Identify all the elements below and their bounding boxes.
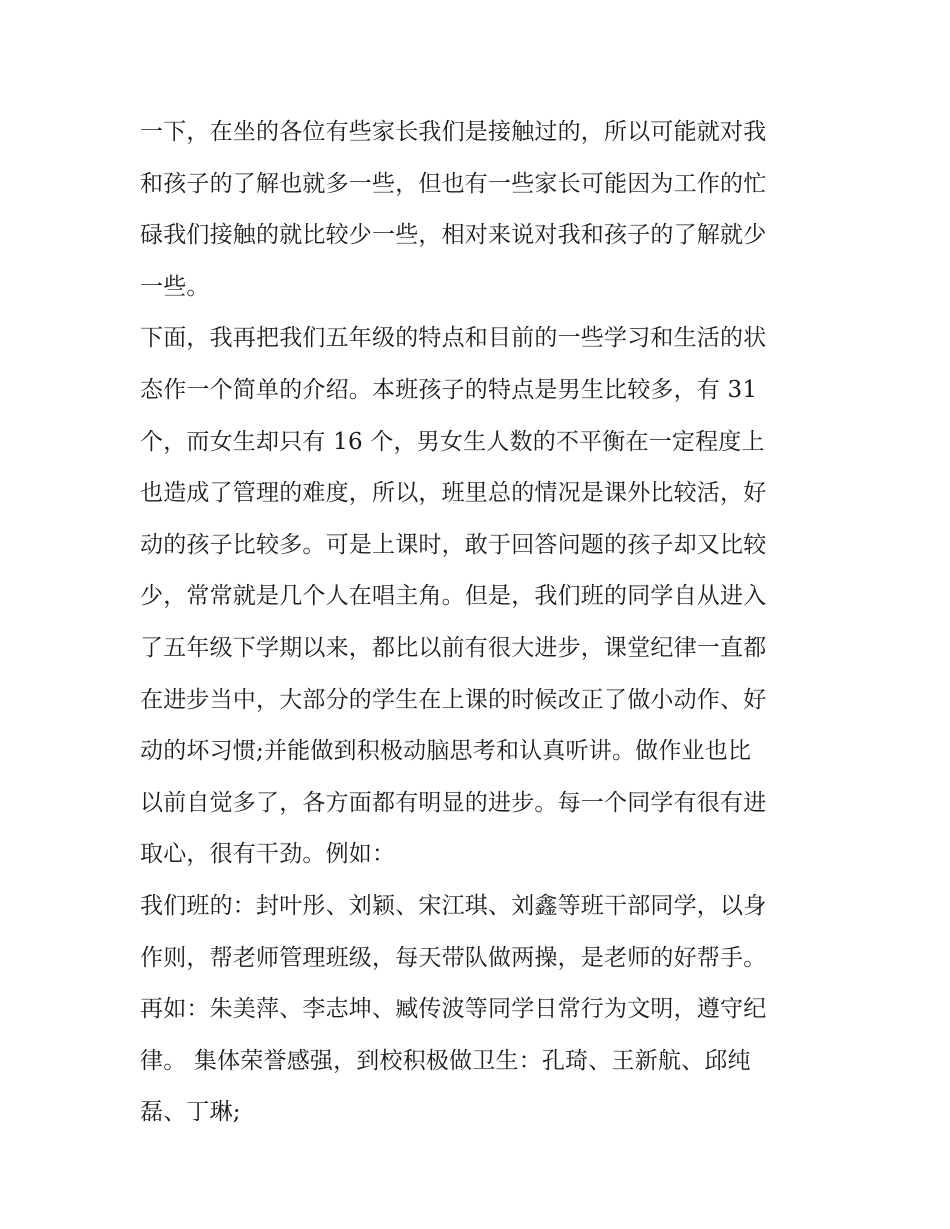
text-line: 取心，很有干劲。例如： [140, 841, 396, 868]
text-line: 以前自觉多了，各方面都有明显的进步。每一个同学有很有进 [140, 789, 767, 816]
text-line: 在进步当中，大部分的学生在上课的时候改正了做小动作、好 [140, 686, 767, 713]
text-line: 作则，帮老师管理班级，每天带队做两操，是老师的好帮手。 [140, 944, 767, 971]
document-body [140, 107, 820, 1139]
text-line: 了五年级下学期以来，都比以前有很大进步，课堂纪律一直都 [140, 634, 767, 661]
text-line: 动的孩子比较多。可是上课时，敢于回答问题的孩子却又比较 [140, 531, 767, 558]
text-line: 态作一个简单的介绍。本班孩子的特点是男生比较多，有 31 [140, 376, 758, 403]
text-line: 下面，我再把我们五年级的特点和目前的一些学习和生活的状 [140, 325, 767, 352]
text-line: 律。 集体荣誉感强，到校积极做卫生：孔琦、王新航、邱纯 [140, 1047, 751, 1074]
text-line: 碌我们接触的就比较少一些，相对来说对我和孩子的了解就少 [140, 222, 767, 249]
text-line: 一些。 [140, 273, 210, 300]
text-line: 也造成了管理的难度，所以，班里总的情况是课外比较活，好 [140, 480, 767, 507]
text-line: 再如：朱美萍、李志坤、臧传波等同学日常行为文明，遵守纪 [140, 996, 767, 1023]
text-line: 少，常常就是几个人在唱主角。但是，我们班的同学自从进入 [140, 583, 767, 610]
text-line: 我们班的：封叶彤、刘颖、宋江琪、刘鑫等班干部同学，以身 [140, 892, 767, 919]
text-line: 磊、丁琳; [140, 1099, 241, 1126]
text-line: 动的坏习惯;并能做到积极动脑思考和认真听讲。做作业也比 [140, 738, 752, 765]
text-line: 和孩子的了解也就多一些，但也有一些家长可能因为工作的忙 [140, 170, 767, 197]
text-line: 个，而女生却只有 16 个，男女生人数的不平衡在一定程度上 [140, 428, 765, 455]
text-line: 一下，在坐的各位有些家长我们是接触过的，所以可能就对我 [140, 119, 767, 145]
